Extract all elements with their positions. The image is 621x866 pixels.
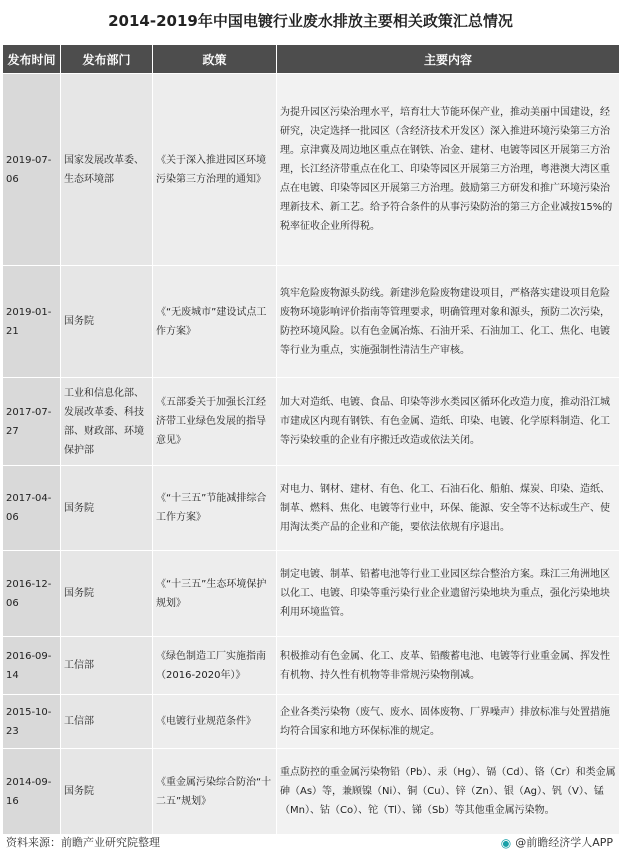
header-content: 主要内容 <box>277 45 620 74</box>
header-dept: 发布部门 <box>61 45 153 74</box>
row-dept: 工信部 <box>61 637 153 695</box>
table-row <box>3 74 620 266</box>
table-row <box>3 378 620 466</box>
brand-watermark <box>501 832 613 854</box>
row-dept: 国务院 <box>61 466 153 551</box>
row-date: 2016-12-06 <box>3 551 61 637</box>
source-note: 资料来源：前瞻产业研究院整理 <box>6 836 160 849</box>
row-content: 对电力、钢材、建材、有色、化工、石油石化、船舶、煤炭、印染、造纸、制革、燃料、焦化、电镀等行业中，环保、能源、安全等不达标或生产、使用淘汰类产品的企业和产能，要依法依规有序退出。 <box>277 466 620 551</box>
row-policy: 《“十三五”生态环境保护规划》 <box>153 551 277 637</box>
row-dept: 国务院 <box>61 551 153 637</box>
brand-logo-icon: ◉ <box>500 836 512 850</box>
header-date: 发布时间 <box>3 45 61 74</box>
row-policy: 《重金属污染综合防治“十二五”规划》 <box>153 749 277 835</box>
row-policy: 《五部委关于加强长江经济带工业绿色发展的指导意见》 <box>153 378 277 466</box>
row-content: 重点防控的重金属污染物铅（Pb）、汞（Hg）、镉（Cd）、铬（Cr）和类金属砷（As）等，兼顾镍（Ni）、铜（Cu）、锌（Zn）、银（Ag）、钒（V）、锰（Mn）、钴（Co）、铊（Tl）、锑（Sb）等其他重金属污染物。 <box>277 749 620 835</box>
row-content: 企业各类污染物（废气、废水、固体废物、厂界噪声）排放标准与处置措施均符合国家和地方环保标准的规定。 <box>277 695 620 749</box>
table-row <box>3 695 620 749</box>
row-policy: 《“无废城市”建设试点工作方案》 <box>153 266 277 378</box>
row-dept: 工业和信息化部、发展改革委、科技部、财政部、环境保护部 <box>61 378 153 466</box>
policy-table <box>2 44 620 835</box>
table-header-row <box>3 45 620 74</box>
row-date: 2016-09-14 <box>3 637 61 695</box>
row-policy: 《“十三五”节能减排综合工作方案》 <box>153 466 277 551</box>
row-dept: 国务院 <box>61 266 153 378</box>
row-dept: 国务院 <box>61 749 153 835</box>
row-content: 积极推动有色金属、化工、皮革、铅酸蓄电池、电镀等行业重金属、挥发性有机物、持久性有机物等非常规污染物削减。 <box>277 637 620 695</box>
row-content: 为提升园区污染治理水平，培育壮大节能环保产业，推动美丽中国建设，经研究，决定选择一批园区（含经济技术开发区）深入推进环境污染第三方治理。京津冀及周边地区重点在钢铁、冶金、建材、电镀等园区开展第三方治理，长江经济带重点在化工、印染等园区开展第三方治理，粤港澳大湾区重点在电镀、印染等园区开展第三方治理。鼓励第三方研发和推广环境污染治理新技术、新工艺。给予符合条件的从事污染防治的第三方企业减按15%的税率征收企业所得税。 <box>277 74 620 266</box>
table-row <box>3 551 620 637</box>
row-date: 2014-09-16 <box>3 749 61 835</box>
row-content: 加大对造纸、电镀、食品、印染等涉水类园区循环化改造力度，推动沿江城市建成区内现有钢铁、有色金属、造纸、印染、电镀、化学原料制造、化工等污染较重的企业有序搬迁改造或依法关闭。 <box>277 378 620 466</box>
table-row <box>3 466 620 551</box>
brand-label: @前瞻经济学人APP <box>515 836 613 849</box>
table-row <box>3 749 620 835</box>
row-date: 2019-07-06 <box>3 74 61 266</box>
row-date: 2019-01-21 <box>3 266 61 378</box>
row-dept: 国家发展改革委、生态环境部 <box>61 74 153 266</box>
row-policy: 《绿色制造工厂实施指南（2016-2020年）》 <box>153 637 277 695</box>
table-row <box>3 637 620 695</box>
row-dept: 工信部 <box>61 695 153 749</box>
row-date: 2017-04-06 <box>3 466 61 551</box>
header-policy: 政策 <box>153 45 277 74</box>
table-row <box>3 266 620 378</box>
row-date: 2015-10-23 <box>3 695 61 749</box>
page-title: 2014-2019年中国电镀行业废水排放主要相关政策汇总情况 <box>108 12 513 30</box>
row-policy: 《关于深入推进园区环境污染第三方治理的通知》 <box>153 74 277 266</box>
row-content: 筑牢危险废物源头防线。新建涉危险废物建设项目，严格落实建设项目危险废物环境影响评价指南等管理要求，明确管理对象和源头，预防二次污染，防控环境风险。以有色金属冶炼、石油开采、石油加工、化工、焦化、电镀等行业为重点，实施强制性清洁生产审核。 <box>277 266 620 378</box>
row-policy: 《电镀行业规范条件》 <box>153 695 277 749</box>
row-date: 2017-07-27 <box>3 378 61 466</box>
row-content: 制定电镀、制革、铅蓄电池等行业工业园区综合整治方案。珠江三角洲地区以化工、电镀、印染等重污染行业企业遗留污染地块为重点，强化污染地块利用环境监管。 <box>277 551 620 637</box>
